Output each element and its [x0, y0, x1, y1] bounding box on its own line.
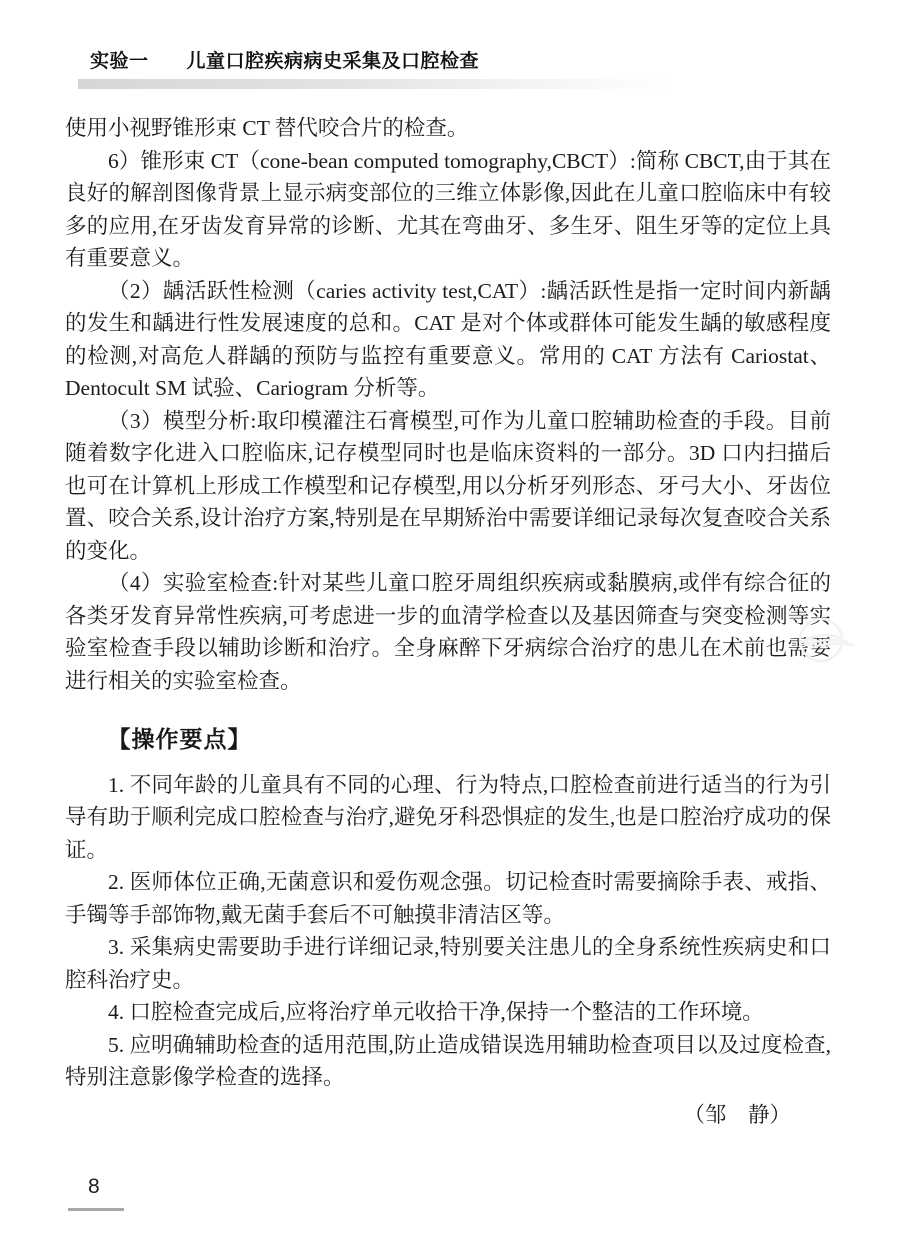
paragraph-laboratory-exam: （4）实验室检查:针对某些儿童口腔牙周组织疾病或黏膜病,或伴有综合征的各类牙发育异常性疾病,可考虑进一步的血清学检查以及基因筛查与突变检测等实验室检查手段以辅助诊断和治疗。全身麻醉下牙病综合治疗的患儿在术前也需要进行相关的实验室检查。 — [65, 571, 831, 693]
chapter-title: 儿童口腔疾病病史采集及口腔检查 — [186, 51, 480, 72]
paragraph-caries-activity-test: （2）龋活跃性检测（caries activity test,CAT）:龋活跃性是指一定时间内新龋的发生和龋进行性发展速度的总和。CAT 是对个体或群体可能发生龋的敏感程度的检测,对高危人群龋的预防与监控有重要意义。常用的 CAT 方法有 Cariostat、Dentocult SM 试验、Cariogram 分析等。 — [65, 278, 831, 400]
page-number: 8 — [88, 1175, 100, 1198]
page-body — [65, 112, 831, 1131]
chapter-label: 实验一 — [90, 51, 149, 72]
author-credit: （邹 静） — [683, 1102, 791, 1127]
running-head — [90, 46, 479, 73]
paragraph-cbct: 6）锥形束 CT（cone-bean computed tomography,CBCT）:简称 CBCT,由于其在良好的解剖图像背景上显示病变部位的三维立体影像,因此在儿童口腔临床中有较多的应用,在牙齿发育异常的诊断、尤其在弯曲牙、多生牙、阻生牙等的定位上具有重要意义。 — [65, 148, 831, 270]
key-point-2: 2. 医师体位正确,无菌意识和爱伤观念强。切记检查时需要摘除手表、戒指、手镯等手部饰物,戴无菌手套后不可触摸非清洁区等。 — [65, 870, 831, 927]
key-point-3: 3. 采集病史需要助手进行详细记录,特别要关注患儿的全身系统性疾病史和口腔科治疗史。 — [65, 935, 831, 992]
footer-rule — [68, 1208, 124, 1211]
section-heading-key-points: 【操作要点】 — [107, 726, 252, 752]
key-point-1: 1. 不同年龄的儿童具有不同的心理、行为特点,口腔检查前进行适当的行为引导有助于顺利完成口腔检查与治疗,避免牙科恐惧症的发生,也是口腔治疗成功的保证。 — [65, 772, 831, 862]
paragraph-model-analysis: （3）模型分析:取印模灌注石膏模型,可作为儿童口腔辅助检查的手段。目前随着数字化进入口腔临床,记存模型同时也是临床资料的一部分。3D 口内扫描后也可在计算机上形成工作模型和记存模型,用以分析牙列形态、牙弓大小、牙齿位置、咬合关系,设计治疗方案,特别是在早期矫治中需要详细记录每次复查咬合关系的变化。 — [65, 408, 831, 563]
header-divider — [78, 79, 670, 89]
intro-line: 使用小视野锥形束 CT 替代咬合片的检查。 — [65, 116, 469, 140]
key-point-5: 5. 应明确辅助检查的适用范围,防止造成错误选用辅助检查项目以及过度检查,特别注意影像学检查的选择。 — [65, 1032, 831, 1089]
key-point-4: 4. 口腔检查完成后,应将治疗单元收拾干净,保持一个整洁的工作环境。 — [108, 1000, 764, 1024]
